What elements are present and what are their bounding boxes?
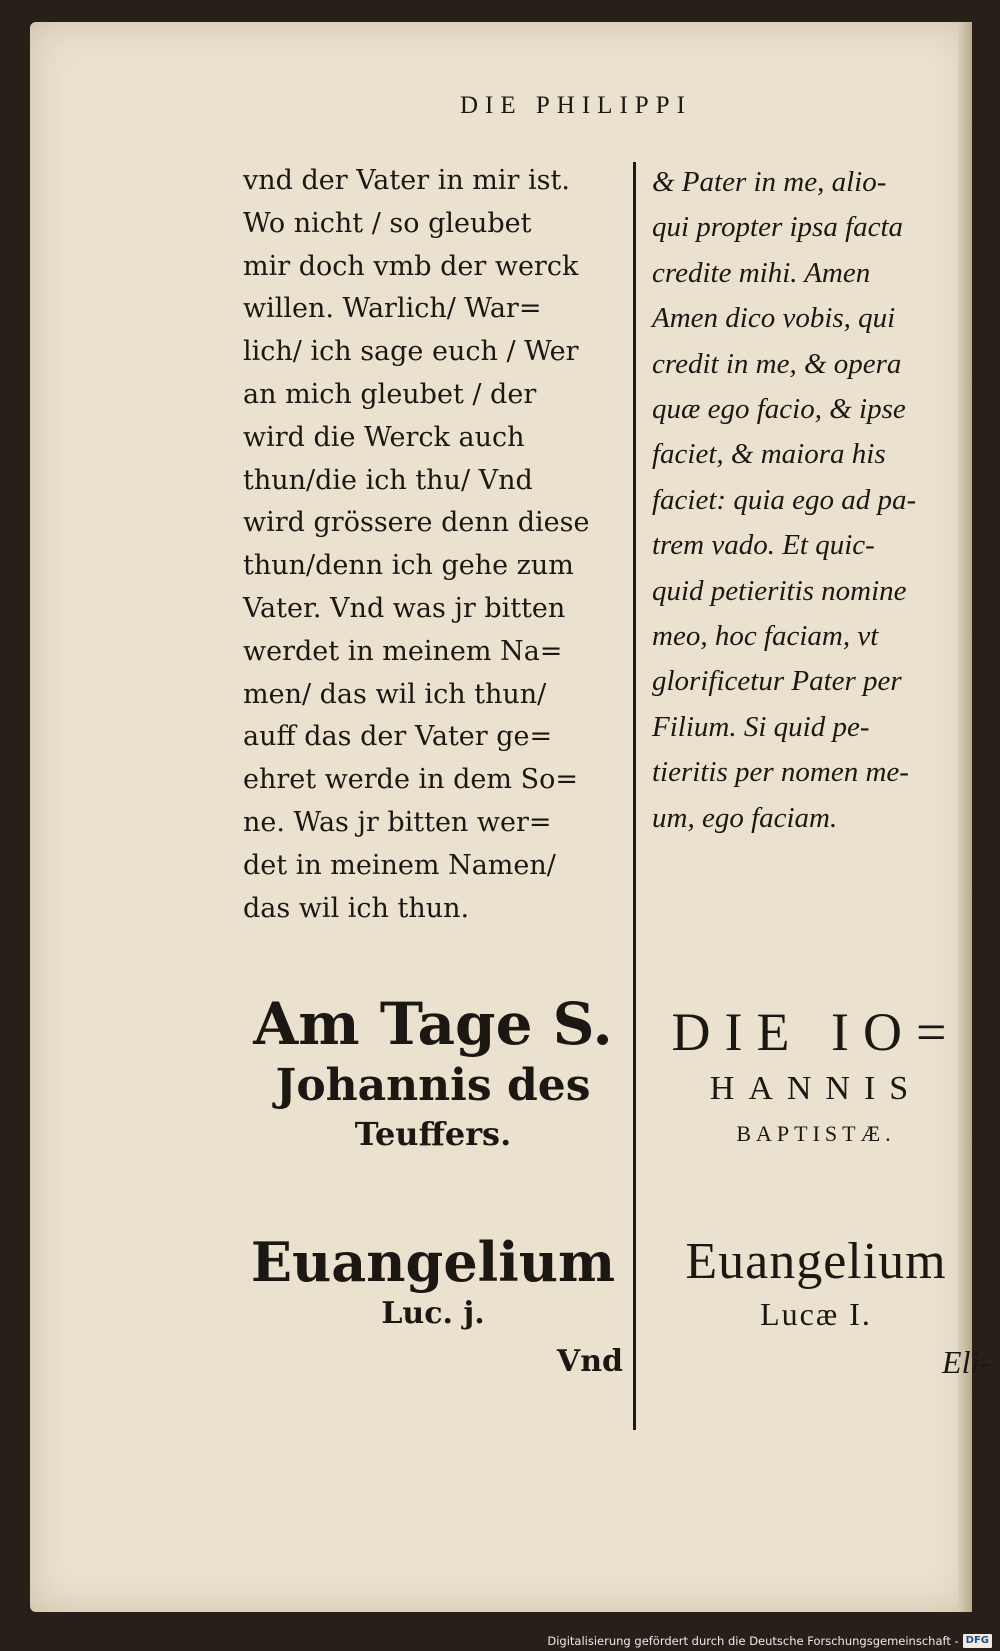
latin-line: quid petieritis nomine	[652, 574, 907, 607]
german-line: werdet in meinem Na=	[243, 635, 563, 667]
digitization-footer	[547, 1632, 992, 1649]
footer-text: Digitalisierung gefördert durch die Deutsche Forschungsgemeinschaft -	[547, 1633, 959, 1648]
latin-gospel-title: Euangelium	[685, 1233, 947, 1290]
german-catchword: Vnd	[556, 1344, 623, 1379]
german-line: thun/denn ich gehe zum	[243, 550, 574, 582]
german-heading-line: Am Tage S.	[253, 990, 613, 1058]
german-line: willen. Warlich/ War=	[243, 293, 542, 325]
german-line: thun/die ich thu/ Vnd	[243, 464, 533, 496]
german-gospel-title: Euangelium	[250, 1230, 616, 1294]
german-line: lich/ ich sage euch / Wer	[243, 336, 579, 368]
latin-line: trem vado. Et quic-	[652, 529, 875, 562]
latin-line: Amen dico vobis, qui	[652, 302, 896, 335]
latin-line: faciet, & maiora his	[652, 438, 886, 471]
german-section-heading	[233, 990, 633, 1154]
latin-line: um, ego faciam.	[652, 801, 838, 834]
latin-heading-line: DIE IO=	[671, 1002, 961, 1062]
latin-text-column	[652, 160, 992, 841]
german-line: wird die Werck auch	[243, 421, 525, 453]
latin-gospel-reference: Lucæ I.	[760, 1296, 872, 1332]
latin-line: credit in me, & opera	[652, 347, 902, 380]
german-line: ehret werde in dem So=	[243, 764, 578, 796]
german-line: an mich gleubet / der	[243, 378, 537, 410]
german-gospel-reference: Luc. j.	[381, 1296, 485, 1331]
latin-line: credite mihi. Amen	[652, 256, 871, 289]
german-line: das wil ich thun.	[243, 892, 470, 924]
latin-line: & Pater in me, alio-	[652, 166, 887, 198]
german-line: Vater. Vnd was jr bitten	[243, 592, 566, 624]
latin-line: meo, hoc faciam, vt	[652, 620, 879, 653]
german-line: ne. Was jr bitten wer=	[243, 806, 552, 838]
german-line: auff das der Vater ge=	[243, 721, 553, 753]
german-line: vnd der Vater in mir ist.	[243, 165, 570, 196]
german-gospel-heading	[233, 1230, 633, 1334]
latin-catchword: Eli-	[942, 1344, 990, 1380]
latin-heading-line: HANNIS	[709, 1070, 923, 1107]
german-heading-line: Johannis des	[275, 1060, 591, 1111]
german-line: wird grössere denn diese	[243, 507, 590, 539]
latin-section-heading	[646, 1000, 986, 1154]
latin-line: qui propter ipsa facta	[652, 211, 904, 244]
latin-line: glorificetur Pater per	[652, 665, 902, 698]
latin-line: Filium. Si quid pe-	[652, 710, 870, 743]
german-text-column	[243, 160, 633, 930]
latin-line: faciet: quia ego ad pa-	[652, 483, 917, 516]
latin-heading-line: BAPTISTÆ.	[736, 1121, 896, 1146]
german-line: men/ das wil ich thun/	[243, 678, 547, 710]
running-head: DIE PHILIPPI	[460, 92, 692, 119]
latin-line: tieritis per nomen me-	[652, 756, 909, 789]
german-heading-line: Teuffers.	[354, 1115, 512, 1153]
german-line: Wo nicht / so gleubet	[243, 207, 532, 239]
column-divider	[633, 162, 636, 1430]
german-line: mir doch vmb der werck	[243, 250, 579, 282]
german-line: det in meinem Namen/	[243, 849, 556, 881]
dfg-logo: DFG	[963, 1634, 992, 1648]
book-page	[30, 22, 990, 1612]
latin-line: quæ ego facio, & ipse	[652, 393, 906, 426]
latin-gospel-heading	[646, 1230, 986, 1334]
